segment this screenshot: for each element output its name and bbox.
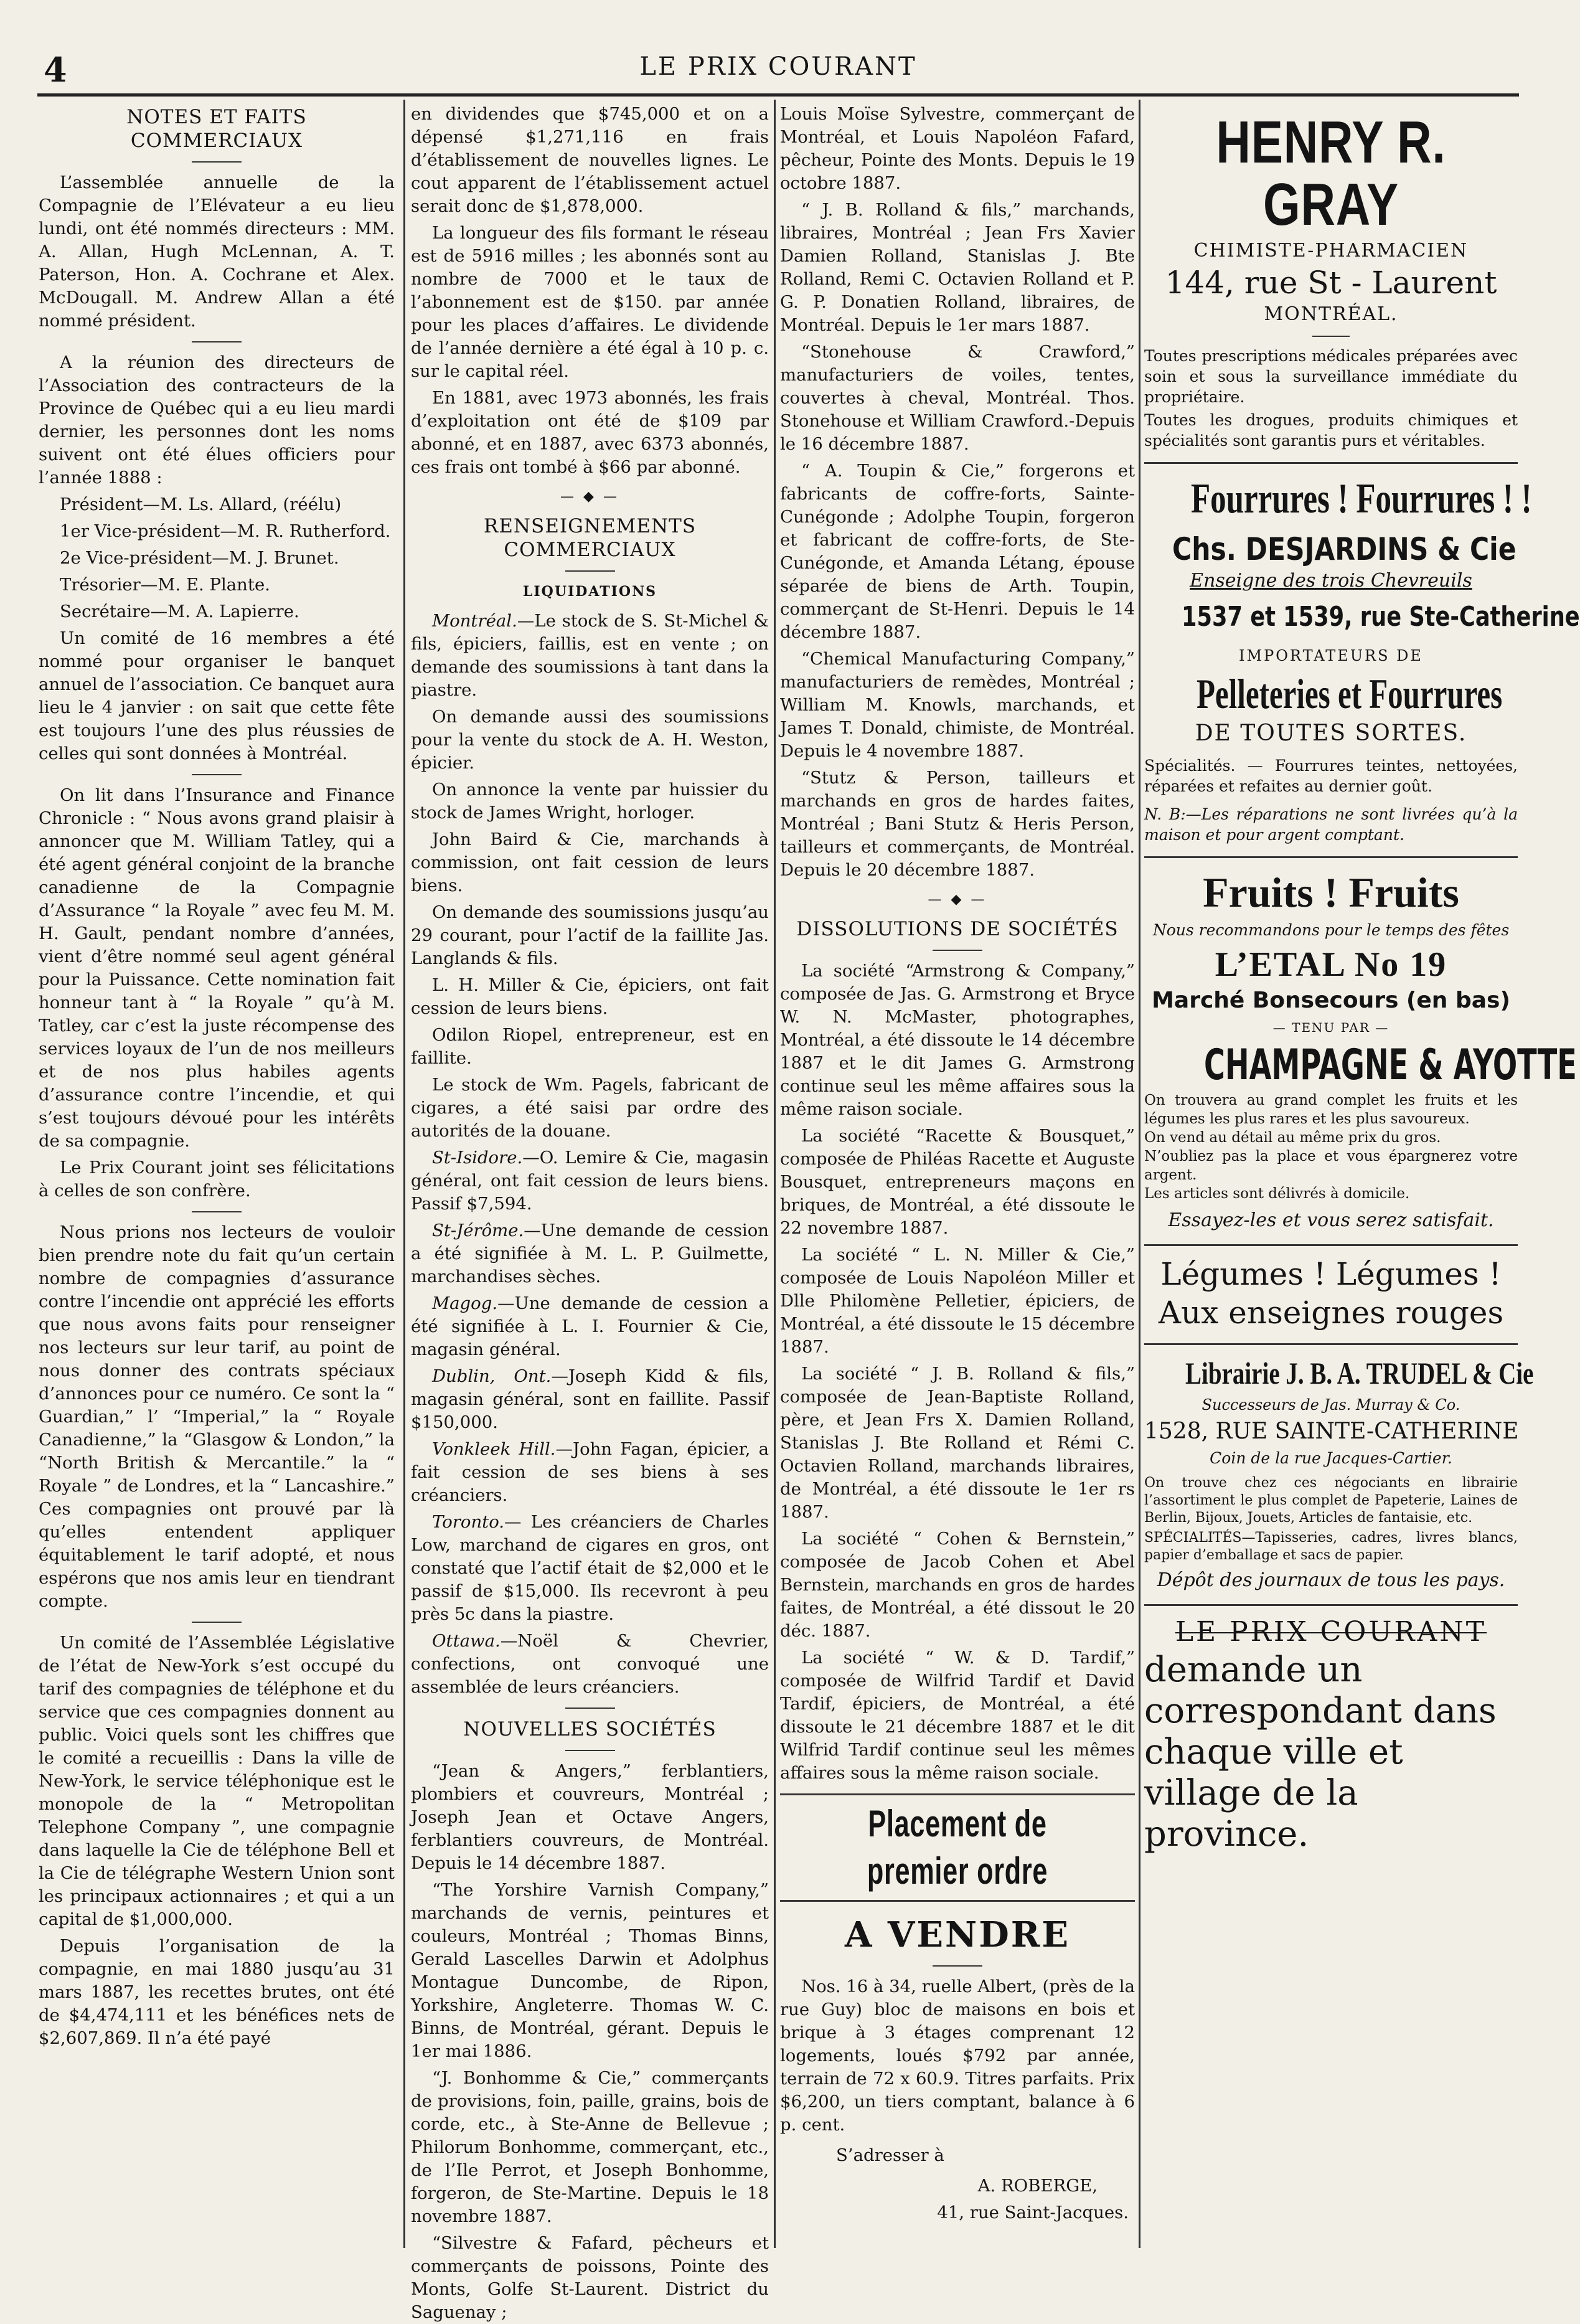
article-paragraph: en dividendes que $745,000 et on a dépensé $1,271,116 en frais d’établissement de nouvelles lignes. Le cout apparent de l’établissement actuel serait donc de $1,878,000.	[411, 104, 769, 216]
article-paragraph: Un comité de 16 membres a été nommé pour organiser le banquet annuel de l’association. Ce banquet aura lieu le 4 janvier : on sait que cette fête est toujours l’une des plus réussies de celles qui sont données à Montréal.	[39, 628, 395, 763]
subsection-title: LIQUIDATIONS	[522, 583, 657, 600]
separator	[192, 1211, 242, 1212]
ad-desjardins-address: 1537 et 1539, rue Ste-Catherine	[1182, 601, 1580, 633]
liquidations-list	[411, 610, 769, 1699]
ad-desjardins-name: Chs. DESJARDINS & Cie	[1172, 531, 1517, 567]
ad-gray-text: Toutes les drogues, produits chimiques et spécialités sont garantis purs et véritables.	[1144, 411, 1518, 450]
ad-trudel-text: On trouve chez ces négociants en librairie l’assortiment le plus complet de Papeterie, Laines de Berlin, Bijoux, Jouets, Articles de fantaisie, etc.	[1144, 1475, 1518, 1526]
liquidation-item	[411, 828, 769, 897]
column-2	[411, 103, 769, 2322]
column-rule	[774, 100, 776, 2248]
liquidation-item	[411, 778, 769, 824]
ad-trudel-succ: Successeurs de Jas. Murray & Co.	[1201, 1396, 1460, 1414]
article-paragraph: A la réunion des directeurs de l’Association des contracteurs de la Province de Québec qui a eu lieu mardi dernier, les personnes dont les noms suivent ont été élues officiers pour l’année 1888 :	[39, 352, 395, 488]
placement-headline: Placement de premier ordre	[867, 1803, 1048, 1892]
ad-fruits-text: On trouvera au grand complet les fruits et les légumes les plus rares et les plus savoureux.	[1144, 1092, 1518, 1127]
liquidation-item	[411, 901, 769, 970]
ad-rule	[780, 1900, 1135, 1902]
liquidation-item	[411, 1630, 769, 1699]
ad-desjardins-pelleteries: Pelleteries et Fourrures	[1197, 670, 1503, 717]
notice-paragraph: La société “Armstrong & Company,” composée de Jas. G. Armstrong et Bryce W. N. McMaster, photographes, Montréal, a été dissoute le 14 décembre 1887 et le dit James G. Armstrong continue seul les même affaires sous la même raison sociale.	[780, 961, 1135, 1119]
vendre-contact: S’adresser à	[836, 2145, 944, 2165]
ad-fruits-rec: Nous recommandons pour le temps des fêtes	[1152, 921, 1510, 939]
article-paragraph: Nous prions nos lecteurs de vouloir bien prendre note du fait qu’un certain nombre de compagnies d’assurance contre l’incendie ont apprécié les efforts que nous avons faits pour renseigner nos lecteurs sur leur tarif, au point de nous donner des contrats spéciaux d’annonces pour ce numéro. Ce sont la “ Guardian,” l’ “Imperial,” la “ Royale Canadienne,” la “Glasgow & London,” la “North British & Mercantile.” la “ Royale ” de Londres, et la “ Lancashire.” Ces compagnies ont prouvé par là qu’elles entendent appliquer équitablement le tarif adopté, et nous espérons que nos amis leur en tiendrant compte.	[39, 1222, 395, 1611]
ad-fruits-tenu: — TENU PAR —	[1272, 1020, 1390, 1035]
liquidation-text: L. H. Miller & Cie, épiciers, ont fait cession de leurs biens.	[411, 975, 769, 1018]
officer-line: 1er Vice-président—M. R. Rutherford.	[60, 521, 391, 541]
notice-paragraph: Louis Moïse Sylvestre, commerçant de Montréal, et Louis Napoléon Fafard, pêcheur, Pointe des Monts. Depuis le 19 octobre 1887.	[780, 104, 1135, 193]
article-paragraph: L’assemblée annuelle de la Compagnie de l’Elévateur a eu lieu lundi, ont été nommés directeurs : MM. A. Allan, Hugh McLennan, A. T. Paterson, Hon. A. Cochrane et Alex. McDougall. M. Andrew Allan a été nommé président.	[39, 172, 395, 331]
column-1	[39, 103, 395, 2245]
liquidation-item	[411, 706, 769, 775]
separator	[192, 341, 242, 342]
ad-gray-address: 144, rue St - Laurent	[1165, 265, 1497, 301]
separator	[192, 774, 242, 775]
officer-line: Trésorier—M. E. Plante.	[60, 575, 270, 595]
section-title: DISSOLUTIONS DE SOCIÉTÉS	[796, 918, 1119, 940]
article-paragraph: En 1881, avec 1973 abonnés, les frais d’exploitation ont été de $109 par abonné, et en 1887, avec 6373 abonnés, ces frais ont tombé à $66 par abonné.	[411, 388, 769, 477]
ad-prix-courant	[1144, 1606, 1518, 1866]
liquidation-text: —Une demande de cession a été signifiée à M. L. P. Guilmette, marchandises sèches.	[411, 1221, 769, 1287]
liquidation-text: Odilon Riopel, entrepreneur, est en faillite.	[411, 1025, 769, 1068]
ad-legumes-headline: Légumes ! Légumes !	[1160, 1256, 1502, 1292]
article-paragraph: On lit dans l’Insurance and Finance Chronicle : “ Nous avons grand plaisir à annoncer que M. William Tatley, qui a été agent général conjoint de la branche canadienne de la Compagnie d’Assurance “ la Royale ” avec feu M. M. H. Gault, pendant nombre d’années, vient d’être nommé seul agent général pour la Puissance. Cette nomination fait honneur tant à “ la Royale ” qu’à M. Tatley, car c’est la juste récompense des services loyaux de l’un de nos meilleurs et de nos plus habiles agents d’assurance contre l’incendie, et qui s’est toujours dévoué pour les intérêts de sa compagnie.	[39, 785, 395, 1151]
ad-gray-text: Toutes prescriptions médicales préparées avec soin et sous la surveillance immédiate du propriétaire.	[1144, 347, 1518, 406]
liquidation-item	[411, 1292, 769, 1361]
ad-gray-title: CHIMISTE-PHARMACIEN	[1193, 240, 1469, 262]
ad-fruits-text: N’oubliez pas la place et vous épargnerez votre argent.	[1144, 1148, 1518, 1183]
notice-paragraph: “J. Bonhomme & Cie,” commerçants de provisions, foin, paille, grains, bois de corde, etc., à Ste-Anne de Bellevue ; Philorum Bonhomme, commerçant, etc., de l’Ile Perrot, et Joseph Bonhomme, forgeron, de Ste-Martine. Depuis le 18 novembre 1887.	[411, 2068, 769, 2226]
notice-paragraph: La société “ J. B. Rolland & fils,” composée de Jean-Baptiste Rolland, père, et Jean Frs X. Damien Rolland, Stanislas J. Bte Rolland et Rémi C. Octavien Rolland, marchands libraires, de Montréal, a été dissoute le 1er rs 1887.	[780, 1364, 1135, 1522]
ad-trudel-address: 1528, RUE SAINTE-CATHERINE	[1144, 1419, 1519, 1444]
ad-trudel-coin: Coin de la rue Jacques-Cartier.	[1210, 1449, 1452, 1467]
liquidation-place: Magog.	[432, 1293, 498, 1313]
column-rule	[403, 100, 405, 2248]
section-title: NOUVELLES SOCIÉTÉS	[463, 1718, 717, 1741]
liquidation-place: Toronto.	[432, 1512, 505, 1532]
notice-paragraph: La société “ W. & D. Tardif,” composée de Wilfrid Tardif et David Tardif, épiciers, de Montréal, a été dissoute le 21 décembre 1887 et le dit Wilfrid Tardif continue seul les mêmes affaires sous la même raison sociale.	[780, 1648, 1135, 1783]
notice-paragraph: “Silvestre & Fafard, pêcheurs et commerçants de poissons, Pointe des Monts, Golfe St-Laurent. District du Saguenay ;	[411, 2233, 769, 2322]
ad-fourrures-headline: Fourrures ! Fourrures ! !	[1191, 475, 1532, 522]
ad-desjardins-importers: IMPORTATEURS DE	[1239, 647, 1423, 664]
separator	[1312, 336, 1350, 337]
running-head: LE PRIX COURANT	[639, 52, 917, 81]
ad-trudel-depot: Dépôt des journaux de tous les pays.	[1157, 1569, 1505, 1591]
liquidation-item	[411, 1438, 769, 1507]
separator	[565, 570, 615, 572]
liquidation-item	[411, 1074, 769, 1143]
notice-paragraph: “Chemical Manufacturing Company,” manufacturiers de remèdes, Montréal ; William M. Knowls, marchands, et James T. Donald, chimiste, de Montréal. Depuis le 4 novembre 1887.	[780, 649, 1135, 761]
ornament-separator: — ◆ —	[560, 489, 619, 504]
notice-paragraph: “Jean & Angers,” ferblantiers, plombiers et couvreurs, Montréal ; Joseph Jean et Octave Angers, ferblantiers couvreurs, de Montréal. Depuis le 14 décembre 1887.	[411, 1761, 769, 1873]
notice-paragraph: “The Yorshire Varnish Company,” marchands de vernis, peintures et couleurs, Montréal ; Thomas Binns, Gerald Lascelles Darwin et Adolphus Montague Duncombe, de Ripon, Yorkshire, Angleterre. Thomas W. C. Binns, de Montréal, gérant. Depuis le 1er mai 1886.	[411, 1880, 769, 2061]
notice-paragraph: “ A. Toupin & Cie,” forgerons et fabricants de coffre-forts, Sainte-Cunégonde ; Adolphe Toupin, forgeron et fabricant de coffre-forts, de Ste-Cunégonde, et Amanda Létang, épouse séparée de biens de Arth. Toupin, commerçant de St-Henri. Depuis le 14 décembre 1887.	[780, 461, 1135, 642]
liquidation-item	[411, 1219, 769, 1288]
ad-fruits-text: Les articles sont délivrés à domicile.	[1144, 1186, 1410, 1202]
ad-trudel	[1144, 1345, 1534, 1606]
liquidation-text: —O. Lemire & Cie, magasin général, ont fait cession de leurs biens. Passif $7,594.	[411, 1148, 769, 1214]
notice-paragraph: “Stonehouse & Crawford,” manufacturiers de voiles, tentes, couvertes à cheval, Montréal. Thos. Stonehouse et William Crawford.-Depuis le 16 décembre 1887.	[780, 342, 1135, 454]
ad-henry-gray	[1144, 103, 1518, 464]
page-header	[37, 44, 1519, 90]
section-title: RENSEIGNEMENTS COMMERCIAUX	[483, 515, 697, 561]
liquidation-place: Montréal.	[432, 611, 517, 631]
ad-trudel-name: Librairie J. B. A. TRUDEL & Cie	[1185, 1356, 1534, 1391]
ad-pc-title: LE PRIX COURANT	[1175, 1616, 1487, 1648]
liquidation-text: —Une demande de cession a été signifiée à L. I. Fournier & Cie, magasin général.	[411, 1293, 769, 1359]
ad-fruits-etal: L’ETAL No 19	[1215, 945, 1447, 984]
ad-fruits-headline: Fruits ! Fruits	[1203, 869, 1459, 916]
ad-desjardins	[1144, 464, 1580, 858]
ad-legumes-sub: Aux enseignes rouges	[1158, 1295, 1504, 1331]
section-title: NOTES ET FAITS COMMERCIAUX	[126, 106, 307, 152]
ad-desjardins-nb: N. B:—Les réparations ne sont livrées qu’à la maison et pour argent comptant.	[1144, 805, 1518, 844]
ad-legumes	[1144, 1246, 1518, 1345]
ad-fruits-marche: Marché Bonsecours (en bas)	[1152, 988, 1510, 1013]
liquidation-place: Ottawa.	[432, 1631, 501, 1651]
liquidation-text: On demande aussi des soumissions pour la vente du stock de A. H. Weston, épicier.	[411, 707, 769, 773]
ad-desjardins-spec: Spécialités. — Fourrures teintes, nettoyées, réparées et refaites au dernier goût.	[1144, 757, 1518, 795]
liquidation-text: On demande des soumissions jusqu’au 29 courant, pour l’actif de la faillite Jas. Langlands & fils.	[411, 902, 769, 968]
ad-champagne-ayotte	[1144, 858, 1577, 1246]
liquidation-text: On annonce la vente par huissier du stock de James Wright, horloger.	[411, 780, 769, 823]
column-3	[780, 103, 1135, 2245]
header-rule	[37, 93, 1519, 97]
separator	[192, 161, 242, 163]
liquidation-place: Dublin, Ont.	[432, 1366, 552, 1386]
article-paragraph: Depuis l’organisation de la compagnie, en mai 1880 jusqu’au 31 mars 1887, les recettes brutes, ont été de $4,474,111 et les bénéfices nets de $2,607,869. Il n’a été payé	[39, 1936, 395, 2048]
vendre-title: A VENDRE	[844, 1914, 1071, 1955]
liquidation-text: John Baird & Cie, marchands à commission, ont fait cession de leurs biens.	[411, 829, 769, 895]
vendre-address: 41, rue Saint-Jacques.	[937, 2203, 1129, 2222]
article-paragraph: Un comité de l’Assemblée Législative de l’état de New-York s’est occupé du tarif des compagnies de téléphone et du service que ces compagnies donnent au public. Voici quels sont les chiffres que le comité a recueillis : Dans la ville de New-York, le service téléphonique est le monopole de la “ Metropolitan Telephone Company ”, une compagnie dans laquelle la Cie de téléphone Bell et la Cie de télégraphe Western Union sont les principaux actionnaires ; et qui a un capital de $1,000,000.	[39, 1633, 395, 1929]
liquidation-text: —Joseph Kidd & fils, magasin général, sont en faillite. Passif $150,000.	[411, 1366, 769, 1432]
liquidation-item	[411, 610, 769, 702]
officer-line: 2e Vice-président—M. J. Brunet.	[60, 548, 339, 568]
liquidation-place: St-Jérôme.	[432, 1221, 524, 1240]
liquidation-text: —John Fagan, épicier, a fait cession de ses biens à ses créanciers.	[411, 1439, 769, 1505]
liquidation-place: Vonkleek Hill.	[432, 1439, 556, 1459]
separator	[565, 1750, 615, 1751]
liquidation-text: —Le stock de S. St-Michel & fils, épiciers, faillis, est en vente ; on demande des soumissions à tant dans la piastre.	[411, 611, 769, 700]
notice-paragraph: La société “Racette & Bousquet,” composée de Philéas Racette et Auguste Bousquet, entrepreneurs maçons en briques, de Montréal, a été dissoute le 22 novembre 1887.	[780, 1126, 1135, 1238]
liquidation-item	[411, 1024, 769, 1070]
ad-trudel-spec: SPÉCIALITÉS—Tapisseries, cadres, livres blancs, papier d’emballage et sacs de papier.	[1144, 1530, 1518, 1563]
notice-paragraph: La société “ Cohen & Bernstein,” composée de Jacob Cohen et Abel Bernstein, marchands en gros de hardes faites, de Montréal, a été dissout le 20 déc. 1887.	[780, 1529, 1135, 1641]
notice-paragraph: La société “ L. N. Miller & Cie,” composée de Louis Napoléon Miller et Dlle Philomène Pelletier, épiciers, de Montréal, a été dissoute le 15 décembre 1887.	[780, 1245, 1135, 1357]
liquidation-item	[411, 1146, 769, 1216]
separator	[933, 950, 982, 951]
ornament-separator: — ◆ —	[928, 892, 987, 907]
vendre-text: Nos. 16 à 34, ruelle Albert, (près de la rue Guy) bloc de maisons en bois et brique à 3 étages comprenant 12 logements, loués $792 par année, terrain de 72 x 60.9. Titres parfaits. Prix $6,200, un tiers comptant, balance à 6 p. cent.	[780, 1977, 1135, 2135]
ad-fruits-text: On vend au détail au même prix du gros.	[1144, 1130, 1441, 1146]
separator	[565, 1708, 615, 1709]
column-4-ads	[1144, 103, 1580, 2245]
notice-paragraph: “Stutz & Person, tailleurs et marchands en gros de hardes faites, Montréal ; Bani Stutz & Heris Person, tailleurs et commerçants, de Montréal. Depuis le 20 décembre 1887.	[780, 768, 1135, 880]
column-rule	[1139, 100, 1140, 2248]
liquidation-text: Le stock de Wm. Pagels, fabricant de cigares, a été saisi par ordre des autorités de la douane.	[411, 1075, 769, 1141]
notice-paragraph: “ J. B. Rolland & fils,” marchands, libraires, Montréal ; Jean Frs Xavier Damien Rolland, Stanislas J. Bte Rolland, Remi C. Octavien Rolland et P. G. P. Donatien Rolland, libraires, de Montréal. Depuis le 1er mars 1887.	[780, 200, 1135, 335]
liquidation-place: St-Isidore.	[432, 1148, 523, 1168]
ad-desjardins-toutes: DE TOUTES SORTES.	[1195, 720, 1467, 746]
ad-fruits-text: Essayez-les et vous serez satisfait.	[1168, 1209, 1494, 1231]
officer-line: Président—M. Ls. Allard, (réélu)	[60, 494, 342, 514]
liquidation-item	[411, 974, 769, 1020]
article-paragraph: Le Prix Courant joint ses félicitations à celles de son confrère.	[39, 1158, 395, 1201]
ad-gray-city: MONTRÉAL.	[1264, 303, 1398, 325]
ad-pc-text: demande un correspondant dans chaque ville et village de la province.	[1144, 1650, 1497, 1854]
separator	[933, 1965, 982, 1967]
liquidation-text: —Noël & Chevrier, confections, ont convoqué une assemblée de leurs créanciers.	[411, 1631, 769, 1697]
ad-gray-name: HENRY R. GRAY	[1216, 109, 1446, 238]
liquidation-item	[411, 1365, 769, 1434]
ad-desjardins-sign: Enseigne des trois Chevreuils	[1190, 570, 1472, 592]
separator	[192, 1622, 242, 1623]
liquidation-item	[411, 1511, 769, 1626]
ad-fruits-owner: CHAMPAGNE & AYOTTE	[1204, 1041, 1577, 1090]
liquidation-text: — Les créanciers de Charles Low, marchand de cigares en gros, ont constaté que l’actif était de $2,000 et le passif de $15,000. Ils recevront à peu près 5c dans la piastre.	[411, 1512, 769, 1624]
vendre-name: A. ROBERGE,	[977, 2176, 1098, 2196]
officer-line: Secrétaire—M. A. Lapierre.	[60, 602, 299, 621]
ad-rule	[780, 1793, 1135, 1795]
article-paragraph: La longueur des fils formant le réseau est de 5916 milles ; les abonnés sont au nombre de 7000 et le taux de l’abonnement est de $150. par année pour les places d’affaires. Le dividende de l’année dernière a été égal à 10 p. c. sur le capital réel.	[411, 223, 769, 381]
page-number: 4	[44, 50, 67, 90]
